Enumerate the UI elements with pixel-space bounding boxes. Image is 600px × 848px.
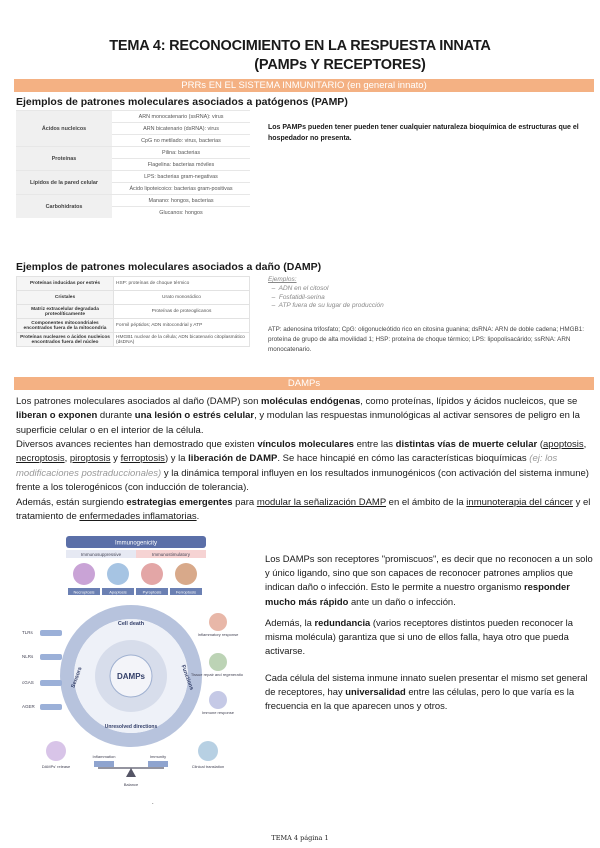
pamp-value: Pilina: bacterias: [112, 147, 250, 159]
example-item: – Fosfatidil-serina: [268, 293, 325, 301]
damp-value: HSP: proteínas de choque térmico: [114, 277, 250, 291]
death-type-label: Ferroptosis: [175, 589, 197, 595]
fig-bottom-item: Clinical translation: [191, 764, 225, 769]
right-paragraph-2: Además, la redundancia (varios receptores distintos pueden reconocer la misma molécula) garantiza que si uno de ellos falla, haya otro que pueda activarse.: [265, 617, 573, 657]
examples-box: [268, 276, 384, 311]
fig-center: DAMPs: [116, 672, 146, 681]
death-type-label: Necroptosis: [73, 589, 95, 595]
damp-value: Proteínas de proteoglicanos: [114, 305, 250, 319]
fig-right-item: Tissue repair and regeneration: [190, 672, 243, 677]
pamp-heading: Ejemplos de patrones moleculares asociados a patógenos (PAMP): [16, 96, 348, 108]
fig-cell-death: Cell death: [117, 621, 145, 627]
damp-value: HMGB1 nuclear de la célula; ADN bicatenario citoplasmático (dsDNA): [114, 333, 250, 347]
pamp-note: Los PAMPs pueden tener pueden tener cualquier naturaleza bioquímica de estructuras que el hospedador no presenta.: [268, 124, 579, 142]
section-band-damps: DAMPs: [14, 377, 594, 390]
paragraph-1: Los patrones moleculares asociados al daño (DAMP) son moléculas endógenas, como proteínas, lípidos y ácidos nucleicos, que se liberan o exponen durante una lesión o estrés celular, y modulan las respuestas inmunológicas al activar sensores de peligro en la superficie celular o en el interior de la célula.: [16, 396, 580, 436]
pamp-table: [16, 110, 250, 218]
fig-sensors: Sensors: [70, 666, 84, 689]
fig-right-label: Immunostimulatory: [151, 552, 191, 557]
pamp-key: Carbohidratos: [16, 195, 112, 219]
pamp-value: ARN monocatenario (ssRNA): virus: [112, 111, 250, 123]
necroptosis-cell-icon: [73, 563, 95, 585]
damp-value: Formil péptidos; ADN mitocondrial y ATP: [114, 319, 250, 333]
damp-key: Cristales: [17, 291, 114, 305]
right-paragraph-1: Los DAMPs son receptores "promiscuos", es decir que no reconocen a un solo y único ligando, sino que son capaces de reconocer patrones amplios que indican daño o infección. Esto le permite a nuestro organismo responder mucho más rápido ante un daño o infección.: [265, 553, 593, 607]
pamp-value: CpG no metilado: virus, bacterias: [112, 135, 250, 147]
pamp-value: LPS: bacterias gram-negativas: [112, 171, 250, 183]
ferroptosis-cell-icon: [175, 563, 197, 585]
damp-table: [16, 276, 250, 347]
page-subtitle: (PAMPs Y RECEPTORES): [254, 57, 426, 73]
abbreviations: ATP: adenosina trifosfato; CpG: oligonucleótido rico en citosina guanina; dsRNA: ARN de doble cadena; HMGB1: proteína de grupo de alta movilidad 1; HSP: proteína de choque térmico; LPS: lipopolisacárido; ssRNA: ARN monocatenario.: [268, 326, 584, 353]
fig-bottom-item: Balance: [123, 782, 139, 787]
pamp-key: Ácidos nucleicos: [16, 111, 112, 147]
damp-key: Proteínas nucleares o ácidos nucleicos encontrados fuera del núcleo: [17, 333, 114, 347]
fig-bottom-item: Inflammation: [92, 754, 116, 759]
fig-left-item: NLRs: [22, 654, 34, 659]
page-title: TEMA 4: RECONOCIMIENTO EN LA RESPUESTA INNATA: [109, 38, 491, 54]
fig-unresolved: Unresolved directions: [104, 724, 158, 730]
right-paragraph-3: Cada célula del sistema inmune innato suelen presentar el mismo set general de receptores, hay universalidad entre las células, pero lo que varía es la frecuencia en la que aparecen unos y otros.: [265, 672, 588, 712]
fig-bottom-item: Immunity: [149, 754, 167, 759]
fig-top-label: Immunogenicity: [114, 540, 158, 547]
damp-key: Proteínas inducidas por estrés: [17, 277, 114, 291]
fig-left-item: cGAS: [22, 680, 34, 685]
pamp-value: ARN bicatenario (dsRNA): virus: [112, 123, 250, 135]
fig-left-item: TLRs: [22, 630, 33, 635]
fig-right-item: Inflammatory response: [197, 632, 239, 637]
fig-right-item: Immune response: [201, 710, 235, 715]
apoptosis-cell-icon: [107, 563, 129, 585]
paragraph-2: Diversos avances recientes han demostrado que existen vínculos moleculares entre las distintas vías de muerte celular (apoptosis, necroptosis, piroptosis y ferroptosis) y la liberación de DAMP. Se hace hincapié en cómo las características bioquímicas (ej: los modificaciones postraduccionales) y la dinámica temporal influyen en los resultados inmunogénicos (con activación del sistema inmune) frente a los tolerogénicos (con inducción de tolerancia).: [16, 439, 589, 493]
example-item: – ADN en el citosol: [268, 284, 329, 292]
damps-diagram: [18, 536, 243, 791]
pamp-value: Glucanos: hongos: [112, 207, 250, 219]
page-footer: TEMA 4 página 1: [271, 834, 329, 842]
fig-bottom-item: DAMPs' release: [41, 764, 71, 769]
damp-key: Matriz extracelular degradada proteolíticamente: [17, 305, 114, 319]
damp-value: Urato monosódico: [114, 291, 250, 305]
pamp-value: Flagelina: bacterias móviles: [112, 159, 250, 171]
fig-left-item: AGER: [22, 704, 35, 709]
death-type-label: Apoptosis: [109, 589, 127, 595]
pyroptosis-cell-icon: [141, 563, 163, 585]
pamp-key: Lípidos de la pared celular: [16, 171, 112, 195]
pamp-value: Ácido lipoteicoico: bacterias gram-positivas: [112, 183, 250, 195]
damp-key: Componentes mitocondriales encontrados fuera de la mitocondria: [17, 319, 114, 333]
section-band-prrs: PRRs EN EL SISTEMA INMUNITARIO (en general innato): [14, 79, 594, 92]
examples-label: Ejemplos:: [268, 276, 297, 283]
fig-left-label: Immunosuppressive: [80, 552, 122, 557]
pamp-key: Proteínas: [16, 147, 112, 171]
death-type-label: Pyroptosis: [142, 589, 162, 595]
fig-functions: Functions: [179, 664, 195, 692]
example-item: – ATP fuera de su lugar de producción: [268, 302, 384, 310]
paragraph-3: Además, están surgiendo estrategias emergentes para modular la señalización DAMP en el ámbito de la inmunoterapia del cáncer y el tratamiento de enfermedades inflamatorias.: [16, 497, 591, 523]
damps-figure: [18, 536, 243, 791]
damp-heading: Ejemplos de patrones moleculares asociados a daño (DAMP): [16, 261, 322, 273]
stray-dot: .: [152, 800, 154, 806]
pamp-value: Manano: hongos, bacterias: [112, 195, 250, 207]
